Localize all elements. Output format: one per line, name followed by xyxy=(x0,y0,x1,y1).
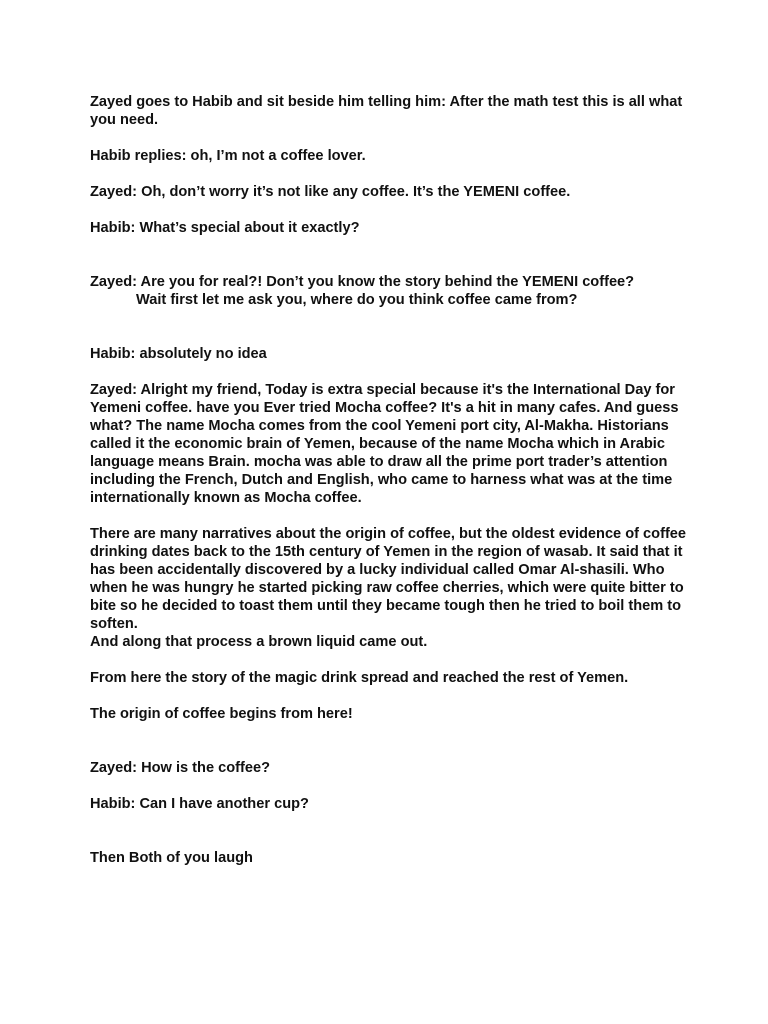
paragraph-mocha-story: Zayed: Alright my friend, Today is extra special because it's the International Day for Yemeni coffee. have you Ever tried Mocha coffee? It's a hit in many cafes. And guess what? The name Mocha comes from the cool Yemeni port city, Al-Makha. Historians called it the economic brain of Yemen, because of the name Mocha which in Arabic language means Brain. mocha was able to draw all the prime port trader’s attention including the French, Dutch and English, who came to harness what was at the time internationally known as Mocha coffee. xyxy=(90,382,679,506)
paragraph-brown-liquid: And along that process a brown liquid came out. xyxy=(90,634,428,650)
paragraph-final-dialogue xyxy=(90,741,690,831)
zayed-how-is-coffee: Zayed: How is the coffee? xyxy=(90,760,271,776)
paragraph-habib-reply: Habib replies: oh, I’m not a coffee lover. xyxy=(90,148,366,164)
paragraph-intro: Zayed goes to Habib and sit beside him telling him: After the math test this is all what you need. xyxy=(90,94,683,128)
paragraph-habib-no-idea: Habib: absolutely no idea xyxy=(90,346,267,362)
paragraph-origin-begins: The origin of coffee begins from here! xyxy=(90,706,353,722)
paragraph-origin-narrative: There are many narratives about the origin of coffee, but the oldest evidence of coffee drinking dates back to the 15th century of Yemen in the region of wasab. It said that it has been accidentally discovered by a lucky individual called Omar Al-shasili. Who when he was hungry he started picking raw coffee cherries, which were quite bitter to bite so he decided to toast them until they became tough then he tried to boil them to soften. xyxy=(90,526,687,632)
zayed-real-line2: Wait first let me ask you, where do you think coffee came from? xyxy=(136,292,578,308)
paragraph-habib-question: Habib: What’s special about it exactly? xyxy=(90,220,360,236)
document-body xyxy=(90,93,690,885)
paragraph-zayed-yemeni: Zayed: Oh, don’t worry it’s not like any coffee. It’s the YEMENI coffee. xyxy=(90,184,571,200)
paragraph-zayed-real xyxy=(90,255,690,327)
paragraph-spread: From here the story of the magic drink spread and reached the rest of Yemen. xyxy=(90,670,629,686)
zayed-real-line1: Zayed: Are you for real?! Don’t you know the story behind the YEMENI coffee? xyxy=(90,274,635,290)
paragraph-laugh: Then Both of you laugh xyxy=(90,850,253,866)
habib-another-cup: Habib: Can I have another cup? xyxy=(90,796,309,812)
